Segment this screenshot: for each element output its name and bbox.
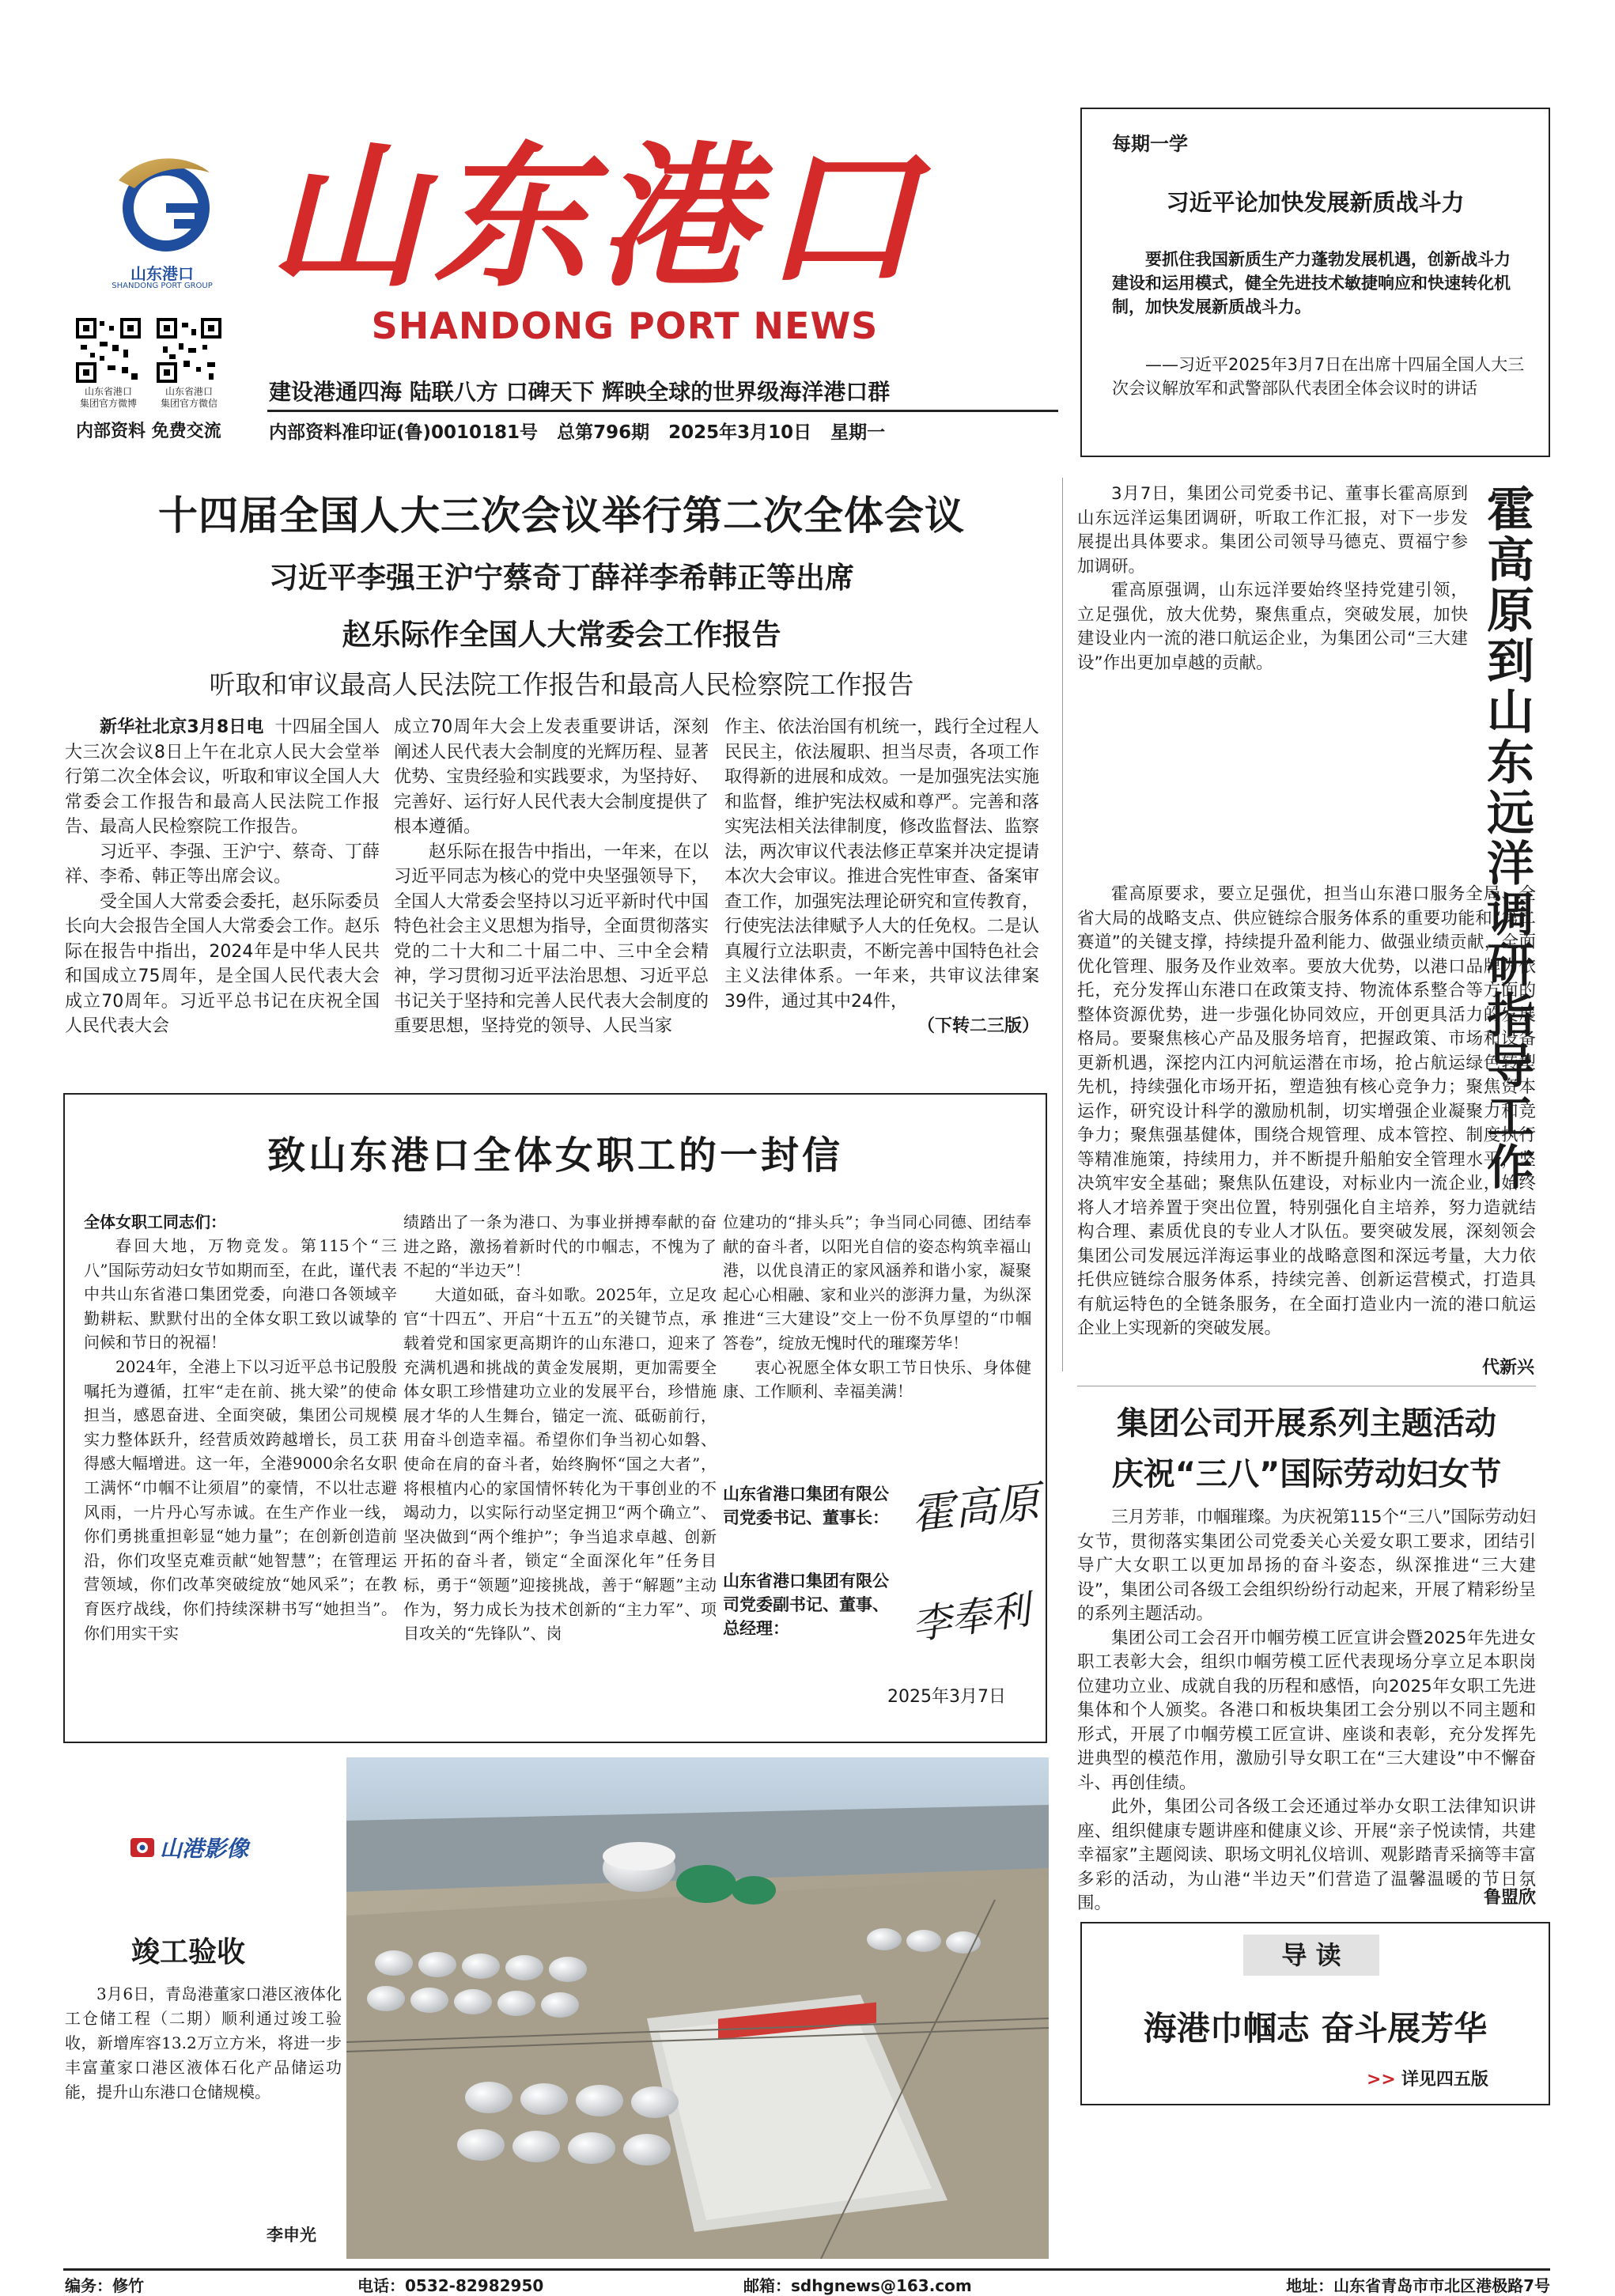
women-headline-2: 庆祝“三八”国际劳动妇女节 [1111,1456,1502,1492]
lead-col1-p2: 习近平、李强、王沪宁、蔡奇、丁薛祥、李希、韩正等出席会议。 [65,842,380,887]
lead-column-3 [724,715,1039,1039]
internal-label: 内部资料 免费交流 [76,422,221,441]
guide-ref-line[interactable] [1367,2066,1541,2090]
study-title: 习近平论加快发展新质战斗力 [1166,189,1465,216]
letter-column-1 [84,1210,397,1645]
huo-p1: 3月7日，集团公司党委书记、董事长霍高原到山东远洋运集团调研，听取工作汇报，对下一步发展提出具体要求。集团公司领导马德克、贾福宁参加调研。 [1077,484,1468,577]
lead-col2-p1: 成立70周年大会上发表重要讲话，深刻阐述人民代表大会制度的光辉历程、显著优势、宝贵经验和实践要求，为坚持好、完善好、运行好人民代表大会制度提供了根本遵循。 [394,717,709,837]
footer-email: 邮箱：sdhgnews@163.com [743,2276,972,2295]
issue-line: 内部资料准印证(鲁)0010181号 总第796期 2025年3月10日 星期一 [269,422,886,443]
women-p3: 此外，集团公司各级工会还通过举办女职工法律知识讲座、组织健康专题讲座和健康义诊、开展“亲子悦读情，共建幸福家”主题阅读、职场文明礼仪培训、观影踏青采摘等丰富多彩的活动，为山港“半边天”们营造了温馨温暖的节日氛围。 [1077,1797,1536,1913]
letter-p2: 2024年，全港上下以习近平总书记殷殷嘱托为遵循，扛牢“走在前、挑大梁”的使命担当，感恩奋进、全面突破，集团公司规模实力整体跃升，经营质效跨越增长，员工获得感大幅增进。这一年，全港9000余名女职工满怀“巾帼不让须眉”的豪情，不以壮志避风雨，一片丹心写赤诚。在生产作业一线，你们勇挑重担彰显“她力量”；在创新创造前沿，你们攻坚克难贡献“她智慧”；在管理运营领域，你们改革突破绽放“她风采”；在教育医疗战线，你们持续深耕书写“她担当”。你们用实干实 [84,1356,397,1643]
women-p2: 集团公司工会召开巾帼劳模工匠宣讲会暨2025年先进女职工表彰大会，组织巾帼劳模工匠代表现场分享立足本职岗位建功立业、成就自我的历程和感悟，向2025年女职工先进集体和个人颁奖。各港口和板块集团工会分别以不同主题和形式，开展了巾帼劳模工匠宣讲、座谈和表彰，充分发挥先进典型的模范作用，激励引导女职工在“三大建设”中不懈奋斗、再创佳绩。 [1077,1628,1536,1793]
lead-col3-p1: 作主、依法治国有机统一，践行全过程人民民主，依法履职、担当尽责，各项工作取得新的进展和成效。一是加强宪法实施和监督，维护宪法权威和尊严。完善和落实宪法相关法律制度，修改监督法、监察法，两次审议代表法修正草案并决定提请本次大会审议。推进合宪性审查、备案审查工作，加强宪法理论研究和宣传教育，行使宪法法律赋予人大的任免权。二是认真履行立法职责，不断完善中国特色社会主义法律体系。一年来，共审议法律案39件，通过其中24件， [724,717,1039,1012]
footer-editor: 编务：修竹 [65,2276,144,2295]
lead-col1-p3: 受全国人大常委会委托，赵乐际委员长向大会报告全国人大常委会工作。赵乐际在报告中指出，2024年是中华人民共和国成立75周年，是全国人民代表大会成立70周年。习近平总书记在庆祝全国人民代表大会 [65,891,380,1036]
double-arrow-icon: >> [1367,2070,1396,2090]
lead-headline: 十四届全国人大三次会议举行第二次全体会议 [158,493,965,539]
lead-continued: （下转二三版） [917,1016,1039,1036]
letter-p4: 大道如砥，奋斗如歌。2025年，立足攻官“十四五”、开启“十五五”的关键节点，承载着党和国家更高期许的山东港口，迎来了充满机遇和挑战的黄金发展期，更加需要全体女职工珍惜建功立业的发展平台，珍惜施展才华的人生舞台，锚定一流、砥砺前行，用奋斗创造幸福。希望你们争当初心如磐、使命在肩的奋斗者，始终胸怀“国之大者”，将根植内心的家国情怀转化为干事创业的不竭动力，以实际行动坚定拥卫“两个确立”、坚决做到“两个维护”；争当追求卓越、创新开拓的奋斗者，锁定“全面深化年”任务目标，勇于“领题”迎接挑战，善于“解题”主动作为，努力成长为技术创新的“主力军”、项目攻关的“先锋队”、岗 [403,1284,717,1644]
women-p1: 三月芳菲，巾帼璀璨。为庆祝第115个“三八”国际劳动妇女节，贯彻落实集团公司党委关心关爱女职工要求，团结引导广大女职工以更加昂扬的奋斗姿态，纵深推进“三大建设”，集团公司各级工会组织纷纷行动起来，开展了精彩纷呈的系列主题活动。 [1077,1507,1536,1624]
column-label [128,1827,270,1867]
signature-1: 霍高原 [909,1477,1042,1540]
huo-byline: 代新兴 [1481,1358,1534,1378]
guide-label: 导 读 [1243,1935,1379,1976]
photo-byline: 李申光 [267,2226,316,2245]
qr-code-wechat [157,318,221,383]
footer-phone: 电话：0532-82982950 [357,2276,544,2295]
qr-weibo-caption: 山东省港口 集团官方微博 [79,386,137,409]
guide-title: 海港巾帼志 奋斗展芳华 [1143,2009,1488,2048]
lead-subhead-3: 听取和审议最高人民法院工作报告和最高人民检察院工作报告 [209,669,914,700]
lead-col1-p1: 十四届全国人大三次会议8日上午在北京人民大会堂举行第二次全体会议，听取和审议全国人大常委会工作报告和最高人民法院工作报告、最高人民检察院工作报告。 [65,717,380,837]
women-byline: 鲁盟欣 [1483,1888,1536,1908]
footer-rule-top [63,2268,1550,2271]
footer-address: 地址：山东省青岛市市北区港极路7号 [1286,2276,1550,2295]
newspaper-title: 山东港口 [269,127,928,308]
guide-ref: 详见四五版 [1401,2070,1488,2090]
signature-2: 李奉利 [909,1587,1033,1649]
letter-headline: 致山东港口全体女职工的一封信 [267,1133,843,1178]
huo-text-upper [1077,482,1468,675]
column-divider [1062,478,1063,1371]
lead-col2-p2: 赵乐际在报告中指出，一年来，在以习近平同志为核心的党中央坚强领导下，全国人大常委会坚持以习近平新时代中国特色社会主义思想为指导，全面贯彻落实党的二十大和二十届二中、三中全会精神，学习贯彻习近平法治思想、习近平总书记关于坚持和完善人民代表大会制度的重要思想，坚持党的领导、人民当家 [394,842,709,1036]
lead-column-2 [394,715,709,1039]
letter-date: 2025年3月7日 [887,1687,1006,1707]
letter-column-3 [723,1210,1031,1404]
lead-subhead-2: 赵乐际作全国人大常委会工作报告 [342,617,781,652]
letter-p1: 春回大地，万物竞发。第115个“三八”国际劳动妇女节如期而至，在此，谨代表中共山东省港口集团党委，向港口各领域辛勤耕耘、默默付出的全体女职工致以诚挚的问候和节日的祝福！ [84,1236,397,1352]
huo-text-lower [1077,883,1536,1357]
photo-caption: 3月6日，青岛港董家口港区液体化工仓储工程（二期）顺利通过竣工验收，新增库容13.2万立方米，将进一步丰富董家口港区液体石化产品储运功能，提升山东港口仓储规模。 [65,1984,342,2101]
photo-title: 竣工验收 [131,1936,246,1969]
huo-p3: 霍高原要求，要立足强优，担当山东港口服务全局、全省大局的战略支点、供应链综合服务体系的重要功能和“第二赛道”的关键支撑，持续提升盈利能力、做强业绩贡献，全面优化管理、服务及作业效率。要放大优势，以港口品牌为依托，充分发挥山东港口在政策支持、物流体系整合等方面的整体资源优势，进一步强化协同效应，开创更具活力的发展格局。要聚焦核心产品及服务培育，把握政策、市场和设备更新机遇，深挖内江内河航运潜在市场，抢占航运绿色转型先机，持续强化市场开拓，塑造独有核心竞争力；聚焦资本运作，研究设计科学的激励机制，切实增强企业凝聚力和竞争力；聚焦强基健体，围绕合规管理、成本管控、制度执行等精准施策，持续用力，并不断提升船舶安全管理水平，坚决筑牢安全基础；聚焦队伍建设，对标业内一流企业，始终将人才培养置于突出位置，特别强化自主培养，努力造就结构合理、素质优良的专业人才队伍。要突破发展，深刻领会集团公司发展远洋海运事业的战略意图和深远考量，大力依托供应链综合服务体系，持续完善、创新运营模式，打造具有航运特色的全链条服务，在全面打造业内一流的港口航运企业上实现新的突破发展。 [1077,884,1536,1338]
huo-headline: 霍高原到山东远洋调研指导工作 [1479,484,1534,1193]
study-source: ——习近平2025年3月7日在出席十四届全国人大三次会议解放军和武警部队代表团全体会议时的讲话 [1112,355,1525,398]
study-quote: 要抓住我国新质生产力蓬勃发展机遇，创新战斗力建设和运用模式，健全先进技术敏捷响应和快速转化机制，加快发展新质战斗力。 [1112,250,1511,316]
qr-wechat-caption: 山东省港口 集团官方微信 [160,386,217,409]
guide-box [1080,1922,1550,2105]
huo-p2: 霍高原强调，山东远洋要始终坚持党建引领，立足强优，放大优势，聚焦重点，突破发展，加快建设业内一流的港口航运企业，为集团公司“三大建设”作出更加卓越的贡献。 [1077,581,1468,673]
camera-icon [128,1830,157,1862]
study-box [1080,108,1550,457]
qr-code-weibo [76,318,141,383]
logo-caption-en: SHANDONG PORT GROUP [112,282,213,290]
letter-p5: 位建功的“排头兵”；争当同心同德、团结奉献的奋斗者，以阳光自信的姿态构筑幸福山港，以优良清正的家风涵养和谐小家，凝聚起心心相融、家和业兴的澎湃力量，为纵深推进“三大建设”交上一份不负厚望的“巾帼答卷”，绽放无愧时代的璀璨芳华！ [723,1212,1031,1352]
letter-p3: 绩踏出了一条为港口、为事业拼搏奉献的奋进之路，激扬着新时代的巾帼志，不愧为了不起的“半边天”！ [403,1212,717,1280]
column-label-text: 山港影像 [160,1836,249,1862]
letter-p6: 衷心祝愿全体女职工节日快乐、身体健康、工作顺利、幸福美满！ [723,1357,1031,1401]
masthead-rule [267,410,1058,412]
shandong-port-logo [111,149,214,259]
lead-column-1 [65,715,380,1039]
letter-signatory-2: 山东省港口集团有限公司党委副书记、董事、总经理： [723,1572,889,1638]
slogan: 建设港通四海 陆联八方 口碑天下 辉映全球的世界级海洋港口群 [269,379,891,405]
lead-subhead-1: 习近平李强王沪宁蔡奇丁薛祥李希韩正等出席 [269,560,854,595]
letter-box [63,1093,1047,1743]
women-headline-1: 集团公司开展系列主题活动 [1117,1405,1496,1442]
letter-signatory-1: 山东省港口集团有限公司党委书记、董事长： [723,1485,889,1527]
women-text [1077,1506,1536,1916]
study-label: 每期一学 [1112,132,1188,155]
tank-farm-photo [346,1757,1049,2259]
logo-caption-cn: 山东港口 [130,264,194,283]
lead-dateline: 新华社北京3月8日电 [100,717,264,737]
letter-greeting: 全体女职工同志们： [84,1212,226,1231]
letter-column-2 [403,1210,717,1646]
newspaper-title-en: SHANDONG PORT NEWS [371,304,879,347]
